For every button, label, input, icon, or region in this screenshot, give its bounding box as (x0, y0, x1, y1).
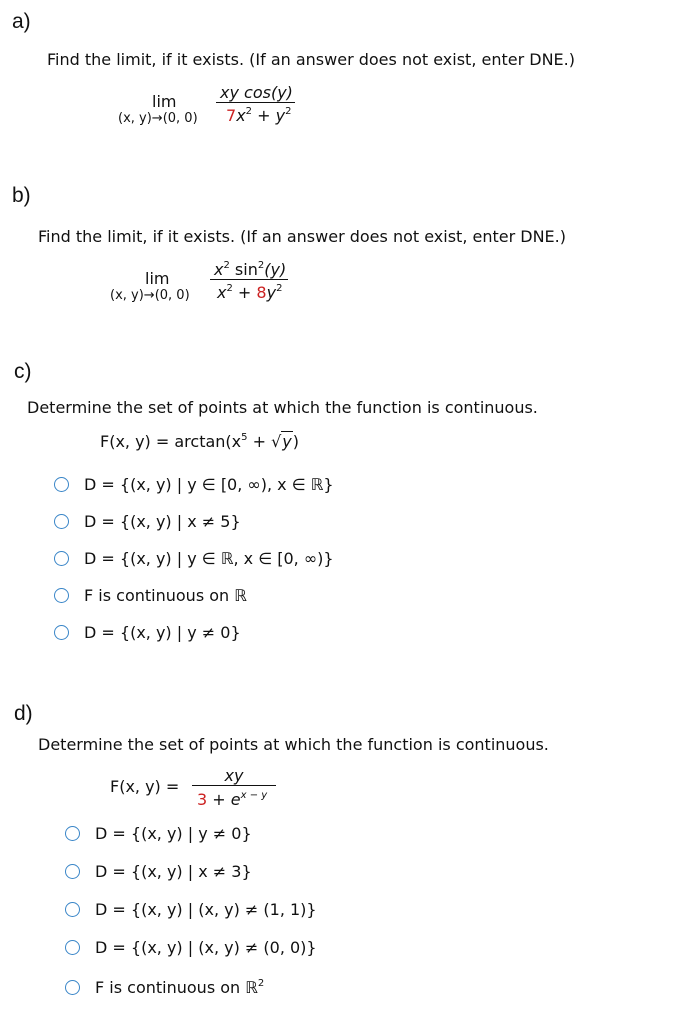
part-d-option-5[interactable]: F is continuous on ℝ$^2$ (65, 978, 264, 997)
part-b-approach: (x, y)→(0, 0) (110, 288, 190, 303)
part-b-prompt: Find the limit, if it exists. (If an answer does not exist, enter DNE.) (38, 227, 566, 246)
part-d-function-lhs: F(x, y) = (110, 777, 180, 796)
radio-button[interactable] (54, 514, 69, 529)
radio-button[interactable] (65, 826, 80, 841)
part-a-numerator: xy cos(y) (216, 83, 295, 103)
part-c-prompt: Determine the set of points at which the function is continuous. (27, 398, 538, 417)
part-a-prompt: Find the limit, if it exists. (If an answer does not exist, enter DNE.) (47, 50, 575, 69)
part-a-lim: lim (152, 92, 177, 111)
part-b-label: b) (12, 184, 31, 207)
part-c-label: c) (14, 360, 32, 383)
part-d-option-4[interactable]: D = {(x, y) | (x, y) ≠ (0, 0)} (65, 938, 317, 957)
radio-button[interactable] (65, 980, 80, 995)
part-c-option-5[interactable]: D = {(x, y) | y ≠ 0} (54, 623, 241, 642)
radio-button[interactable] (54, 551, 69, 566)
radio-button[interactable] (54, 625, 69, 640)
radio-button[interactable] (54, 588, 69, 603)
part-c-function: F(x, $y) = \arctan(x^5 + √y)$ (100, 432, 300, 451)
sqrt-symbol: √ (271, 432, 282, 451)
part-c-option-2[interactable]: D = {(x, y) | x ≠ 5} (54, 512, 241, 531)
part-a-denominator: $7x^2 + y^2$ (226, 106, 292, 125)
part-d-option-1[interactable]: D = {(x, y) | y ≠ 0} (65, 824, 252, 843)
radio-button[interactable] (65, 940, 80, 955)
radio-button[interactable] (65, 902, 80, 917)
part-b-lim: lim (145, 269, 170, 288)
part-c-option-3[interactable]: D = {(x, y) | y ∈ ℝ, x ∈ [0, ∞)} (54, 549, 334, 568)
part-d-option-3[interactable]: D = {(x, y) | (x, y) ≠ (1, 1)} (65, 900, 317, 919)
part-d-option-2[interactable]: D = {(x, y) | x ≠ 3} (65, 862, 252, 881)
part-d-numerator: xy (192, 766, 276, 786)
radio-button[interactable] (54, 477, 69, 492)
part-c-option-4[interactable]: F is continuous on ℝ (54, 586, 247, 605)
part-d-denominator: $3 + e^{x - y}$ (197, 790, 268, 809)
radio-button[interactable] (65, 864, 80, 879)
part-a-label: a) (12, 10, 31, 33)
part-d-prompt: Determine the set of points at which the function is continuous. (38, 735, 549, 754)
part-a-approach: (x, y)→(0, 0) (118, 111, 198, 126)
part-b-denominator: $x^2 + 8y^2$ (217, 283, 283, 302)
part-b-numerator: $x^2$ $\sin^2(y)$ (210, 260, 288, 280)
part-c-option-1[interactable]: D = {(x, y) | y ∈ [0, ∞), x ∈ ℝ} (54, 475, 334, 494)
part-d-label: d) (14, 702, 33, 725)
